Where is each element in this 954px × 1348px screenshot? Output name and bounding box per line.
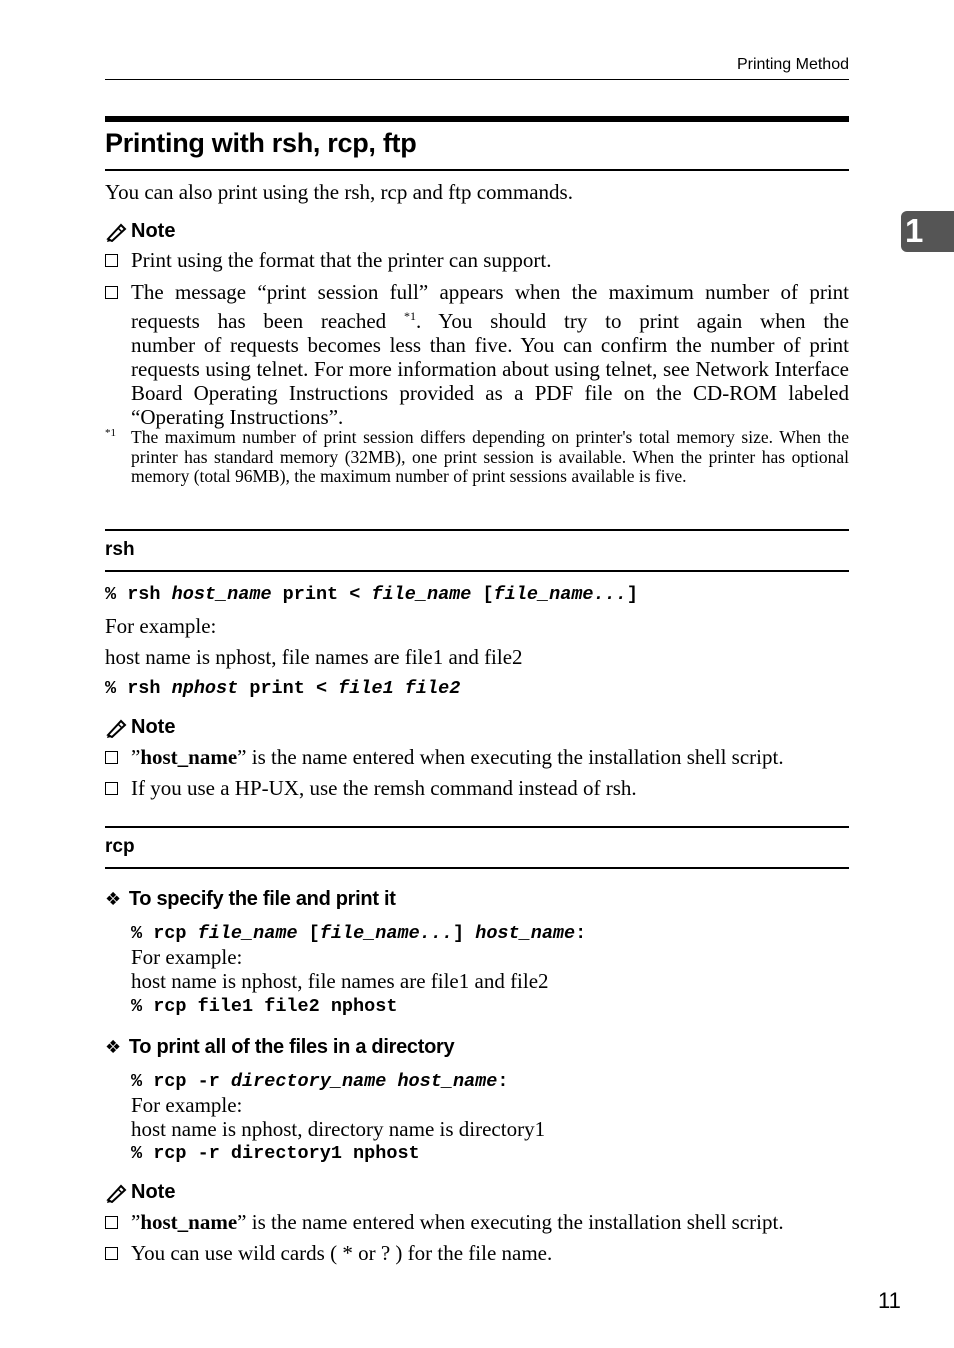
footnote-text: The maximum number of print session differs depending on printer's total memory size. When the printer has standard memory (32MB), one print session is available. When the printer has optional memory (total 96MB), the maximum number of print sessions available is five. bbox=[131, 427, 849, 486]
diamond-bullet-icon: ❖ bbox=[105, 1037, 121, 1057]
list-item bbox=[105, 745, 849, 769]
running-header: Printing Method bbox=[736, 56, 849, 73]
note-item-part: The message “print session full” appears when the maximum number of print requests has been reached bbox=[131, 280, 849, 333]
checkbox-bullet-icon bbox=[105, 751, 118, 764]
cmd-param: directory_name host_name bbox=[230, 1071, 498, 1092]
section-rule bbox=[105, 826, 849, 828]
cmd-param: host_name bbox=[171, 584, 272, 605]
note-item-part: ” is the name entered when executing the installation shell script. bbox=[237, 745, 784, 769]
section-title-rcp: rcp bbox=[105, 836, 135, 857]
note-item-part: ” bbox=[131, 1210, 141, 1234]
list-item bbox=[105, 280, 849, 429]
example-label: For example: bbox=[105, 614, 217, 638]
page-title: Printing with rsh, rcp, ftp bbox=[105, 128, 417, 158]
note-heading bbox=[105, 220, 175, 243]
title-rule-bottom bbox=[105, 169, 849, 171]
note-item-part: . You should try to print again when the bbox=[416, 309, 850, 333]
cmd-part: % rcp -r bbox=[131, 1071, 231, 1092]
list-item bbox=[105, 248, 849, 272]
note-item-part: ” bbox=[131, 745, 141, 769]
cmd-param: file_name bbox=[197, 923, 298, 944]
checkbox-bullet-icon bbox=[105, 1247, 118, 1260]
cmd-param: file1 file2 bbox=[338, 678, 461, 699]
cmd-part: : bbox=[497, 1071, 509, 1092]
cmd-part: [ bbox=[297, 923, 320, 944]
subsection-heading bbox=[105, 888, 396, 911]
note-item-text bbox=[131, 745, 849, 769]
example-description: host name is nphost, file names are file1 and file2 bbox=[131, 969, 549, 993]
note-item-part: ” is the name entered when executing the installation shell script. bbox=[237, 1210, 784, 1234]
cmd-param: host_name bbox=[475, 923, 576, 944]
cmd-param: nphost bbox=[171, 678, 239, 699]
note-item-text: You can use wild cards ( * or ? ) for the file name. bbox=[131, 1241, 553, 1265]
cmd-part: print < bbox=[271, 584, 372, 605]
cmd-param: file_name... bbox=[493, 584, 627, 605]
note-label: Note bbox=[131, 1181, 176, 1203]
section-rule bbox=[105, 867, 849, 869]
pencil-icon bbox=[105, 718, 127, 738]
checkbox-bullet-icon bbox=[105, 782, 118, 795]
subsection-title: To specify the file and print it bbox=[128, 888, 396, 910]
cmd-part: ] bbox=[453, 923, 476, 944]
note-item-text bbox=[131, 1210, 849, 1234]
footnote-mark: *1 bbox=[105, 427, 116, 439]
example-description: host name is nphost, directory name is directory1 bbox=[131, 1117, 546, 1141]
note-label: Note bbox=[131, 716, 176, 738]
note-heading bbox=[105, 1181, 175, 1204]
note-item-text: number of requests becomes less than five. You can confirm the number of print requests using telnet. For more information about using telnet, see Network Interface Board Operating Instructions provided as a PDF file on the CD-ROM labeled “Operating Instructions”. bbox=[131, 333, 849, 429]
example-command bbox=[105, 678, 460, 699]
page-number: 11 bbox=[878, 1288, 901, 1313]
subsection-title: To print all of the files in a directory bbox=[128, 1036, 455, 1058]
cmd-part: % rcp bbox=[131, 923, 198, 944]
cmd-part: [ bbox=[471, 584, 494, 605]
example-description: host name is nphost, file names are file1 and file2 bbox=[105, 645, 523, 669]
list-item bbox=[105, 776, 849, 800]
pencil-icon bbox=[105, 222, 127, 242]
subsection-heading bbox=[105, 1036, 454, 1059]
section-rule bbox=[105, 570, 849, 572]
cmd-part: print < bbox=[238, 678, 339, 699]
section-title-rsh: rsh bbox=[105, 539, 135, 560]
note-heading bbox=[105, 716, 175, 739]
cmd-part: : bbox=[575, 923, 587, 944]
pencil-icon bbox=[105, 1183, 127, 1203]
note-label: Note bbox=[131, 220, 176, 242]
footnote-ref: *1 bbox=[404, 309, 416, 323]
chapter-tab bbox=[901, 211, 954, 252]
example-command: % rcp file1 file2 nphost bbox=[131, 996, 398, 1017]
section-rule bbox=[105, 529, 849, 531]
diamond-bullet-icon: ❖ bbox=[105, 889, 121, 909]
example-label: For example: bbox=[131, 945, 243, 969]
example-label: For example: bbox=[131, 1093, 243, 1117]
note-item-text: Print using the format that the printer can support. bbox=[131, 248, 552, 272]
example-command: % rcp -r directory1 nphost bbox=[131, 1143, 420, 1164]
checkbox-bullet-icon bbox=[105, 1216, 118, 1229]
command-syntax bbox=[131, 923, 586, 944]
command-syntax bbox=[105, 584, 638, 605]
footnote bbox=[105, 428, 849, 487]
intro-text: You can also print using the rsh, rcp and ftp commands. bbox=[105, 180, 573, 204]
title-rule-top bbox=[105, 116, 849, 122]
checkbox-bullet-icon bbox=[105, 254, 118, 267]
cmd-part: % rsh bbox=[105, 584, 172, 605]
note-item-bold: host_name bbox=[140, 1210, 238, 1234]
cmd-param: file_name... bbox=[319, 923, 453, 944]
list-item bbox=[105, 1241, 849, 1265]
checkbox-bullet-icon bbox=[105, 286, 118, 299]
cmd-part: % rsh bbox=[105, 678, 172, 699]
command-syntax bbox=[131, 1071, 508, 1092]
note-item-text bbox=[131, 280, 849, 333]
cmd-param: file_name bbox=[371, 584, 472, 605]
header-rule bbox=[105, 79, 849, 80]
cmd-part: ] bbox=[626, 584, 638, 605]
chapter-number: 1 bbox=[905, 212, 924, 249]
list-item bbox=[105, 1210, 849, 1234]
note-item-text: If you use a HP-UX, use the remsh command instead of rsh. bbox=[131, 776, 637, 800]
note-item-bold: host_name bbox=[140, 745, 238, 769]
